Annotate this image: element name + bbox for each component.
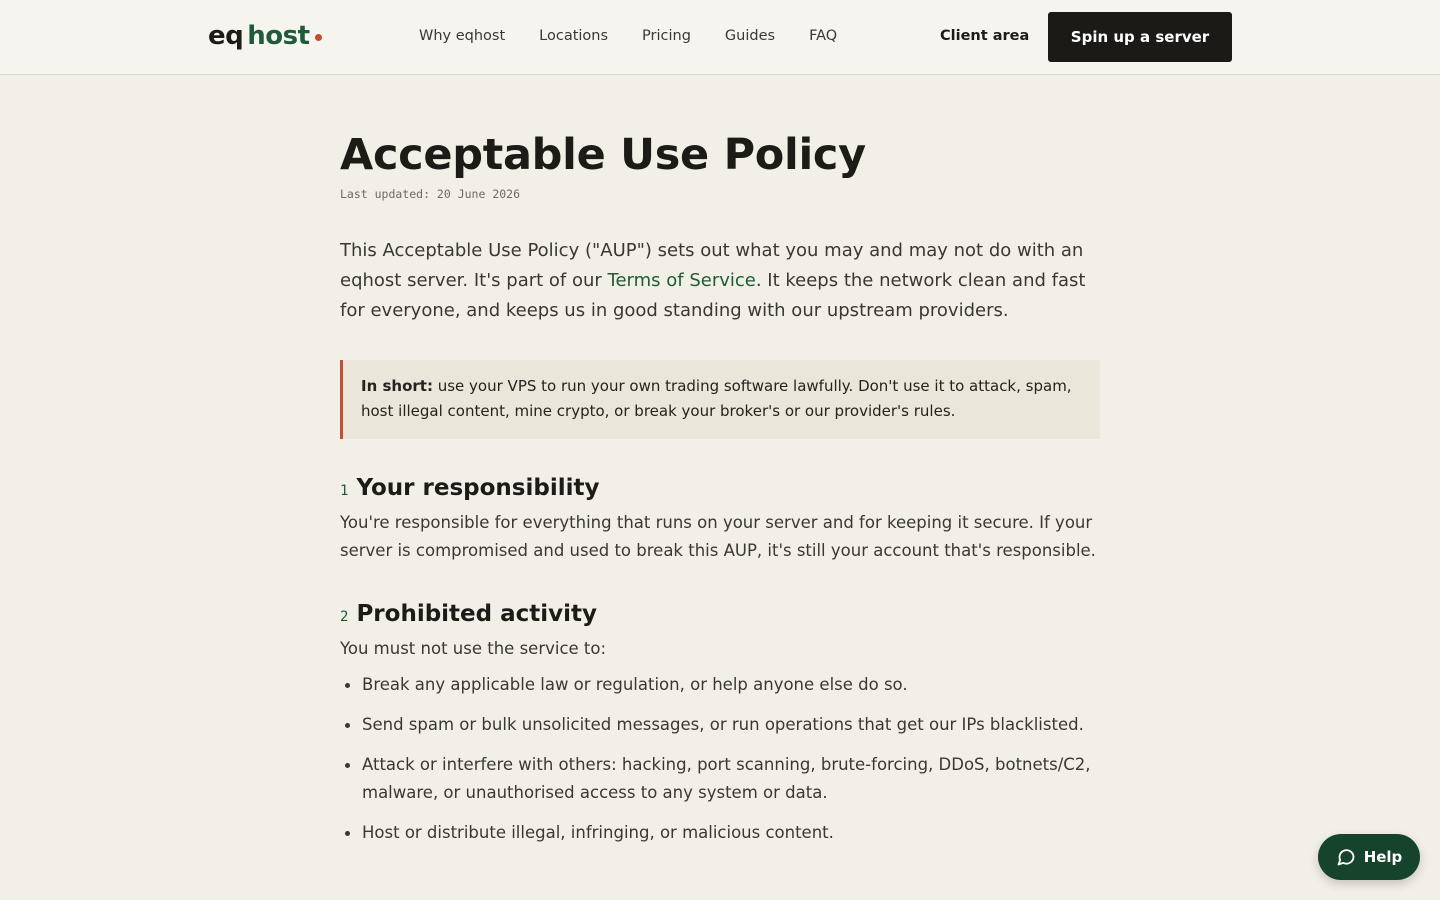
callout-label: In short: (361, 377, 433, 395)
page-title: Acceptable Use Policy (340, 130, 866, 180)
section-heading: Prohibited activity (356, 601, 598, 627)
last-updated: Last updated: 20 June 2026 (340, 187, 521, 201)
help-button[interactable] (1318, 834, 1420, 880)
section-number: 2 (340, 609, 349, 625)
callout-text: use your VPS to run your own trading software lawfully. Don't use it to attack, spam, host illegal content, mine crypto, or break your broker's or our provider's rules. (361, 377, 1072, 420)
intro-paragraph (340, 236, 1100, 326)
logo-dot-icon (315, 34, 322, 41)
spin-up-server-button[interactable]: Spin up a server (1048, 12, 1232, 62)
policy-content (340, 128, 1100, 859)
section-1-text: You're responsible for everything that runs on your server and for keeping it secure. If your server is compromised and used to break this AUP, it's still your account that's responsible. (340, 513, 1096, 560)
prohibited-list (340, 671, 1100, 847)
nav-faq[interactable]: FAQ (809, 28, 838, 44)
logo[interactable] (208, 20, 322, 52)
summary-callout (340, 360, 1100, 439)
nav-guides[interactable]: Guides (724, 28, 776, 44)
section-2-text: You must not use the service to: (340, 639, 607, 658)
logo-text-host: host (247, 21, 310, 51)
section-heading: Your responsibility (356, 475, 600, 501)
list-item: Break any applicable law or regulation, or help anyone else do so. (340, 671, 1100, 699)
intro-text-after: . It keeps the network clean and fast for everyone, and keeps us in good standing with our upstream providers. (340, 270, 1086, 321)
chat-bubble-icon (1336, 847, 1356, 867)
main-nav (419, 26, 871, 46)
section-2-header (340, 599, 1100, 629)
intro-text-before: This Acceptable Use Policy ("AUP") sets out what you may and may not do with an eqhost server. It's part of our (340, 240, 1084, 291)
list-item: Attack or interfere with others: hacking, port scanning, brute-forcing, DDoS, botnets/C2, malware, or unauthorised access to any system or data. (340, 751, 1100, 807)
site-header (0, 0, 1440, 75)
logo-text-eq: eq (208, 21, 244, 51)
nav-pricing[interactable]: Pricing (642, 28, 691, 44)
client-area-link[interactable]: Client area (940, 28, 1030, 44)
help-label: Help (1363, 848, 1403, 866)
list-item: Send spam or bulk unsolicited messages, or run operations that get our IPs blacklisted. (340, 711, 1100, 739)
terms-of-service-link[interactable]: Terms of Service (607, 270, 756, 291)
list-item: Host or distribute illegal, infringing, or malicious content. (340, 819, 1100, 847)
nav-locations[interactable]: Locations (539, 28, 609, 44)
nav-why-eqhost[interactable]: Why eqhost (419, 28, 506, 44)
section-number: 1 (340, 483, 349, 499)
section-1-header (340, 473, 1100, 503)
